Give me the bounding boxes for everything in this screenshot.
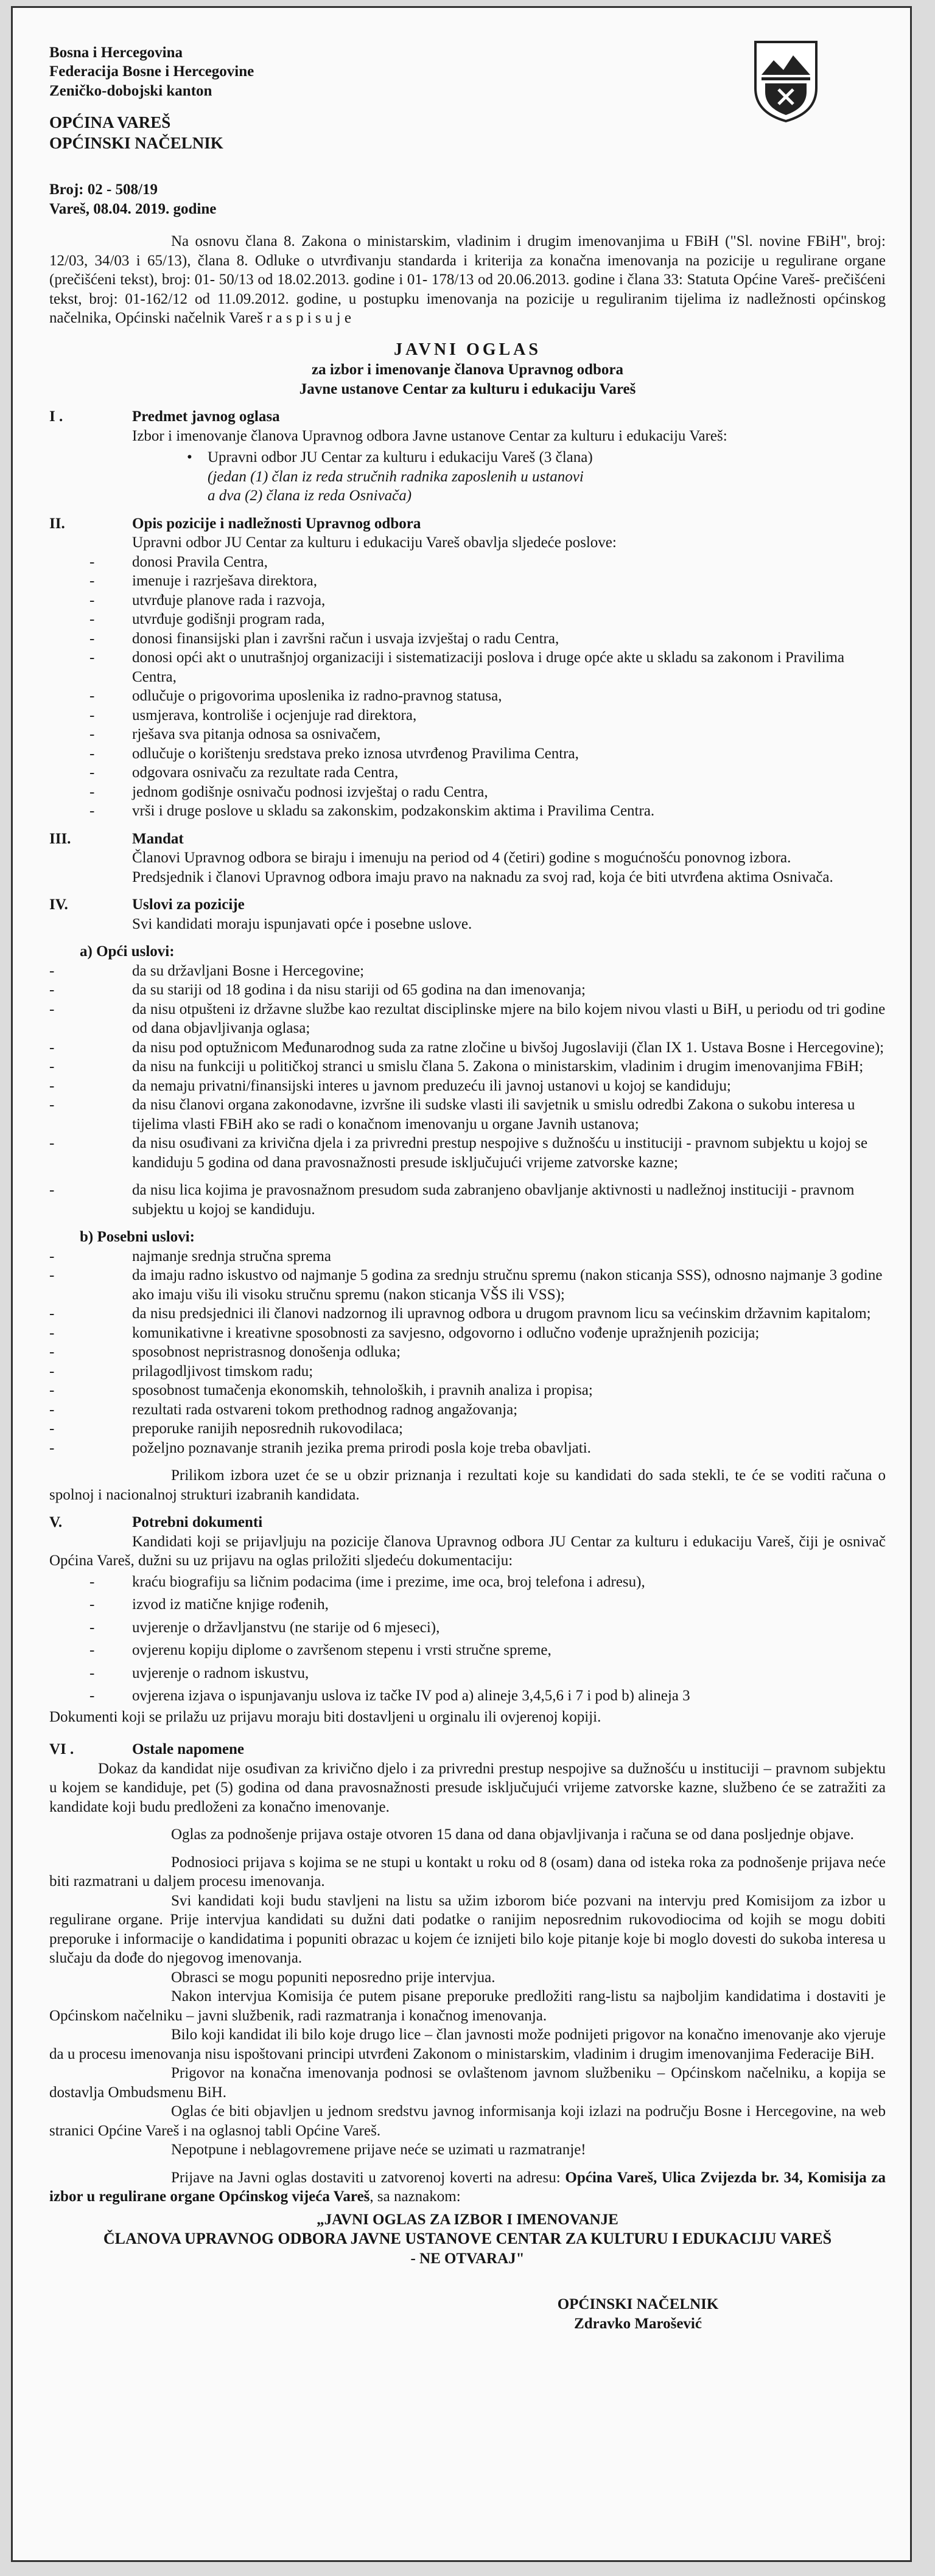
document-meta [49,180,886,218]
address-intro: Prijave na Javni oglas dostaviti u zatvorenoj koverti na adresu: [171,2169,566,2186]
envelope-line: „JAVNI OGLAS ZA IZBOR I IMENOVANJE [317,2211,618,2228]
address-outro: , sa naznakom: [369,2188,461,2205]
list-item: - odlučuje o prigovorima uposlenika iz radno-pravnog statusa, [89,686,886,706]
list-item: - da su državljani Bosne i Hercegovine; [49,962,886,981]
notes-paragraph: Prigovor na konačna imenovanja podnosi se ovlaštenom javnom službeniku – Općinskom načelniku, a kopija se dostavlja Ombudsmenu BiH. [49,2065,886,2101]
section-heading [49,829,886,849]
list-item: - da imaju radno iskustvo od najmanje 5 godina za srednju stručnu spremu (nakon sticanja SSS), odnosno najmanje 3 godine ako imaju višu ili visoku stručnu spremu (nakon sticanja VŠS ili VSS); [49,1266,886,1304]
general-conditions-list [132,962,886,1220]
list-item: - odgovara osnivaču za rezultate rada Centra, [89,763,886,783]
section-heading [49,514,886,534]
notes-paragraph: Oglas za podnošenje prijava ostaje otvoren 15 dana od dana objavljivanja i računa se od dana posljednje objave. [171,1826,854,1843]
header-line: Federacija Bosne i Hercegovine [49,63,254,80]
section-heading [49,895,886,915]
list-item: - utvrđuje planove rada i razvoja, [89,591,886,610]
section-number: VI . [49,1741,74,1758]
section-body [132,427,886,506]
list-item: - donosi finansijski plan i završni račun i usvaja izvještaj o radu Centra, [89,629,886,649]
section-title: Uslovi za pozicije [132,896,245,913]
section-text: Prilikom izbora uzet će se u obzir priznanja i rezultati koje su kandidati do sada stekli, te će se voditi računa o spolnoj i nacionalnoj strukturi izabranih kandidata. [49,1467,886,1503]
list-item [187,448,886,506]
section-heading [49,407,886,427]
document-date: Vareš, 08.04. 2019. godine [49,200,217,217]
section-number: IV. [49,896,68,913]
section-text: Dokumenti koji se prilažu uz prijavu moraju biti dostavljeni u orginalu ili ovjerenoj kopiji. [49,1708,601,1725]
office-line: OPĆINSKI NAČELNIK [49,133,223,152]
list-item: - da nisu na funkciji u političkoj stranci u smislu člana 5. Zakona o ministarskim, vladinim i drugim imenovanjima FBiH; [49,1057,886,1077]
address-paragraph [49,2168,886,2207]
header-line: Bosna i Hercegovina [49,44,183,61]
notes-paragraph: Nakon intervjua Komisija će putem pisane preporuke predložiti rang-listu sa najboljim kandidatima i dostaviti je Općinskom načelniku – javni službenik, radi razmatranja i konačnog imenovanja. [49,1988,886,2024]
section-title: Predmet javnog oglasa [132,408,280,425]
document-page [11,6,912,2562]
list-item: - rješava sva pitanja odnosa sa osnivačem, [89,725,886,744]
list-item: - sposobnost nepristrasnog donošenja odluka; [49,1342,886,1362]
notes-paragraph: Oglas će biti objavljen u jednom sredstvu javnog informisanja koji izlazi na području Bosne i Hercegovine, na web stranici Općine Vareš i na oglasnoj tabli Općine Vareš. [49,2103,886,2139]
list-item: - donosi Pravila Centra, [89,553,886,572]
section-body [132,1247,886,1458]
section-text: Izbor i imenovanje članova Upravnog odbora Javne ustanove Centar za kulturu i edukaciju Vareš: [132,427,727,444]
section-text: Upravni odbor JU Centar za kulturu i edukaciju Vareš obavlja sljedeće poslove: [132,534,617,551]
title-line: Javne ustanove Centar za kulturu i edukaciju Vareš [299,380,636,397]
office-line: OPĆINA VAREŠ [49,113,171,131]
section-title: Ostale napomene [132,1741,245,1758]
list-item: - kraću biografiju sa ličnim podacima (ime i prezime, ime oca, broj telefona i adresu), [89,1571,886,1594]
title-main: JAVNI OGLAS [394,340,541,359]
notes-paragraph: Obrasci se mogu popuniti neposredno prije intervjua. [171,1969,496,1986]
list-item: - uvjerenje o radnom iskustvu, [89,1662,886,1685]
signature-block [390,2295,886,2333]
section-body [132,848,886,868]
section-body [132,533,886,821]
section-heading [49,1513,886,1532]
subsection-heading: a) Opći uslovi: [80,943,175,960]
section-number: II. [49,515,65,532]
list-item: - da nisu lica kojima je pravosnažnom presudom suda zabranjeno obavljanje aktivnosti u nadležnoj instituciji - pravnom subjektu u kojoj se kandiduju. [49,1181,886,1219]
list-item: - vrši i druge poslove u skladu sa zakonskim, podzakonskim aktima i Pravilima Centra. [89,801,886,821]
list-item: - komunikativne i kreativne sposobnosti za savjesno, odgovorno i odlučno vođenje upražnjenih pozicija; [49,1324,886,1343]
list-item-text: Upravni odbor JU Centar za kulturu i edukaciju Vareš (3 člana) [208,449,593,466]
notes-paragraph: Bilo koji kandidat ili bilo koje drugo lice – član javnosti može podnijeti prigovor na konačno imenovanje ako vjeruje da u procesu imenovanja nisu ispoštovani principi utvrđeni Zakonom o ministarskim, vladinim i drugim imenovanjima Federacije BiH. [49,2026,886,2062]
notes-paragraph: Svi kandidati koji budu stavljeni na listu sa užim izborom biće pozvani na intervju pred Komisijom za izbor u regulirane organe. Prije intervjua kandidati su dužni dati podatke o ranijim neposrednim rukovodiocima od kojih se mogu dobiti preporuke i informacije o kandidatima i popuniti obrazac u kojem će iznijeti bilo koje pitanje koje bi moglo dovesti do sukoba interesa u slučaju da dođe do njegovog imenovanja. [49,1892,886,1967]
section-text: Kandidati koji se prijavljuju na pozicije članova Upravnog odbora JU Centar za kulturu i edukaciju Vareš, čiji je osnivač Općina Vareš, dužni su uz prijavu na oglas priložiti sljedeću dokumentaciju: [49,1533,886,1569]
list-item: - prilagodljivost timskom radu; [49,1362,886,1381]
list-item: - da nisu osuđivani za krivična djela i za privredni prestup nespojive s dužnošću u instituciji - pravnom subjektu u kojoj se kandiduju 5 godina od dana pravosnažnosti presude isključujući vrijeme zatvorske kazne; [49,1134,886,1172]
signature-name: Zdravko Marošević [574,2315,702,2332]
list-item: - preporuke ranijih neposrednih rukovodilaca; [49,1419,886,1439]
signature-role: OPĆINSKI NAČELNIK [557,2296,719,2313]
documents-list [132,1571,886,1708]
bullet-list [187,448,886,506]
section-body [132,962,886,1220]
announcement-title [49,339,886,399]
section-text: Članovi Upravnog odbora se biraju i imenuju na period od 4 (četiri) godine s mogućnošću ponovnog izbora. [132,850,791,867]
list-item: - rezultati rada ostvareni tokom prethodnog radnog angažovanja; [49,1400,886,1420]
list-item: - donosi opći akt o unutrašnjoj organizaciji i sistematizaciji poslova i druge opće akte u skladu sa zakonom i Pravilima Centra, [89,648,886,686]
list-item: - usmjerava, kontroliše i ocjenjuje rad direktora, [89,706,886,725]
header-line: Zeničko-dobojski kanton [49,82,212,99]
section-text: Predsjednik i članovi Upravnog odbora imaju pravo na naknadu za svoj rad, koja će biti utvrđena aktima Osnivača. [132,868,833,885]
list-item: - odlučuje o korištenju sredstava preko iznosa utvrđenog Pravilima Centra, [89,744,886,764]
list-item: - da su stariji od 18 godina i da nisu stariji od 65 godina na dan imenovanja; [49,980,886,1000]
list-item: - ovjerena izjava o ispunjavanju uslova iz tačke IV pod a) alineje 3,4,5,6 i 7 i pod b) alineja 3 [89,1684,886,1708]
section-number: I . [49,408,63,425]
document-number: Broj: 02 - 508/19 [49,181,158,198]
list-item: - da nisu članovi organa zakonodavne, izvršne ili sudske vlasti ili savjetnik u smislu odredbi Zakona o sukobu interesa u tijelima vlasti FBiH ako se radi o konačnom imenovanju u organe Javnih ustanova; [49,1095,886,1134]
list-item: - izvod iz matične knjige rođenih, [89,1593,886,1616]
list-item: - imenuje i razrješava direktora, [89,571,886,591]
notes-paragraph: Podnosioci prijava s kojima se ne stupi u kontakt u roku od 8 (osam) dana od isteka roka za podnošenje prijava neće biti razmatrani u daljem procesu imenovanja. [49,1854,886,1890]
section-text: Svi kandidati moraju ispunjavati opće i posebne uslove. [132,915,472,932]
section-title: Mandat [132,830,184,847]
envelope-line: ČLANOVA UPRAVNOG ODBORA JAVNE USTANOVE CENTAR ZA KULTURU I EDUKACIJU VAREŠ [103,2230,832,2248]
section-number: V. [49,1514,63,1531]
list-note: (jedan (1) član iz reda stručnih radnika zaposlenih u ustanovi [208,468,584,485]
address-bold: Općina Vareš, Ulica Zvijezda br. 34, Komisija za izbor u regulirane organe Općinskog vijeća Vareš [49,2169,886,2205]
list-item: - sposobnost tumačenja ekonomskih, tehnoloških, i pravnih analiza i propisa; [49,1381,886,1400]
list-item: - uvjerenje o državljanstvu (ne starije od 6 mjeseci), [89,1616,886,1639]
special-conditions-list [132,1247,886,1458]
municipality-crest-icon [753,40,819,124]
list-note: a dva (2) člana iz reda Osnivača) [208,487,412,504]
envelope-marking [49,2210,886,2269]
list-item: - jednom godišnje osnivaču podnosi izvještaj o radu Centra, [89,783,886,802]
list-item: - da nisu otpušteni iz državne službe kao rezultat disciplinske mjere na bilo kojem nivou vlasti u BiH, u periodu od tri godine od dana objavljivanja oglasa; [49,1000,886,1038]
section-body [132,1571,886,1708]
section-title: Opis pozicije i nadležnosti Upravnog odbora [132,515,421,532]
section-title: Potrebni dokumenti [132,1514,263,1531]
envelope-line: - NE OTVARAJ" [410,2250,525,2267]
list-item: - najmanje srednja stručna sprema [49,1247,886,1266]
list-item: - utvrđuje godišnji program rada, [89,610,886,629]
section-body [132,915,886,934]
list-item: - da nisu predsjednici ili članovi nadzornog ili upravnog odbora u drugom pravnom licu sa većinskim državnim kapitalom; [49,1304,886,1324]
notes-paragraph: Nepotpune i neblagovremene prijave neće se uzimati u razmatranje! [171,2141,586,2159]
subsection-heading: b) Posebni uslovi: [80,1229,195,1246]
intro-paragraph: Na osnovu člana 8. Zakona o ministarskim, vladinim i drugim imenovanjima u FBiH ("Sl. novine FBiH", broj: 12/03, 34/03 i 65/13), člana 8. Odluke o utvrđivanju standarda i kriterija za konačna imenovanja na pozicije u regulirane organe (prečišćeni tekst), broj: 01- 50/13 od 18.02.2013. godine i 01- 178/13 od 20.06.2013. godine i člana 33: Statuta Općine Vareš- prečišćeni tekst, broj: 01-162/12 od 11.09.2012. godine, u postupku imenovanja na pozicije u reguliranim tijelima iz nadležnosti općinskog načelnika, Općinski načelnik Vareš r a s p i s u j e [49,233,886,327]
list-item: - da nisu pod optužnicom Međunarodnog suda za ratne zločine u bivšoj Jugoslaviji (član IX 1. Ustava Bosne i Hercegovine); [49,1038,886,1058]
section-heading [49,1740,886,1759]
list-item: - poželjno poznavanje stranih jezika prema prirodi posla koje treba obavljati. [49,1439,886,1458]
section-number: III. [49,830,71,847]
duties-list [132,553,886,821]
list-item: - ovjerenu kopiju diplome o završenom stepenu i vrsti stručne spreme, [89,1639,886,1662]
notes-paragraph: Dokaz da kandidat nije osuđivan za krivično djelo i za privredni prestup nespojive sa dužnošću u instituciji – pravnom subjektu u kojem se kandiduje, pet (5) godina od dana pravosnažnosti presude isključujući vrijeme zatvorske kazne, službeno će se zatražiti za kandidate koji budu predloženi za konačno imenovanje. [49,1760,886,1815]
list-item: - da nemaju privatni/finansijski interes u javnom preduzeću ili javnoj ustanovi u kojoj se kandiduju; [49,1077,886,1096]
title-line: za izbor i imenovanje članova Upravnog odbora [311,361,624,379]
